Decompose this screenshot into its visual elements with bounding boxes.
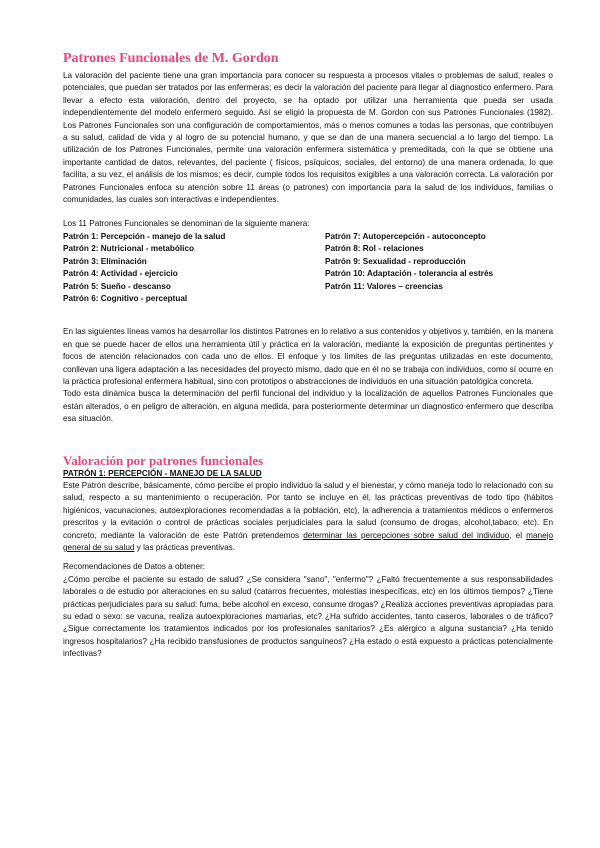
underlined-phrase: determinar las percepciones sobre salud del individuo	[303, 530, 510, 540]
pattern-item: Patrón 9: Sexualidad - reproducción	[325, 256, 466, 266]
text-run: , el	[509, 530, 527, 540]
pattern-item: Patrón 11: Valores – creencias	[325, 281, 443, 291]
section-title: Valoración por patrones funcionales	[63, 452, 264, 468]
pattern-item: Patrón 3: Eliminación	[63, 256, 147, 266]
development-paragraph: En las siguientes líneas vamos ha desarrollar los distintos Patrones en lo relativo a sus contenidos y objetivos y, también, en la manera en que se puede hacer de ellos una herramienta útil y práctica en la valoración, mediante la exposición de preguntas pertinentes y focos de atención relacionados con cada uno de ellos. El enfoque y los límites de las preguntas utilizadas en este documento, conllevan una ligera adaptación a las necesidades del proyecto mismo, dado que en él no se trabaja con individuos, como sí ocurre en la práctica profesional enfermera habitual, sino con prototipos o abstracciones de individuos en una situación patológica concreta.	[63, 327, 553, 386]
underlined-phrase: manejo general de su salud	[63, 530, 554, 552]
pattern-item: Patrón 2: Nutricional - metabólico	[63, 244, 195, 254]
text-run: Este Patrón describe, básicamente, cómo percibe el propio individuo la salud y el bienestar, y cómo maneja todo lo relacionado con su salud, respecto a su mantenimiento o recuperación. Por tanto se incluye en él, las prácticas preventivas de todo tipo (hábitos higiénicos, vacunaciones, autoexploraciones recomendadas a la población, etc), la adherencia a tratamientos médicos o enfermeros prescritos y la evitación o control de prácticas sociales perjudiciales para la salud (consumo de drogas, alcohol,tabaco, etc). En concreto, mediante la valoración de este Patrón pretendemos	[63, 480, 553, 540]
patterns-column-right	[325, 231, 553, 305]
document-title: Patrones Funcionales de M. Gordon	[63, 51, 279, 66]
intro-paragraph: La valoración del paciente tiene una gran importancia para conocer su respuesta a procesos vitales o problemas de salud, reales o potenciales, que puedan ser tratados por las enfermeras; es decir la valoración del paciente para llegar al diagnostico enfermero. Para llevar a efecto esta valoración, dentro del proyecto, se ha optado por utilizar una herramienta que pueda ser usada independientemente del modelo enfermero seguido. Así se eligió la propuesta de M. Gordon con sus Patrones Funcionales (1982). Los Patrones Funcionales son una configuración de comportamientos, más o menos comunes a todas las personas, que contribuyen a su salud, calidad de vida y al logro de su potencial humano, y que se dan de una manera secuencial a lo largo del tiempo. La utilización de los Patrones Funcionales, permite una valoración enfermera sistemática y premeditada, con la que se obtiene una importante cantidad de datos, relevantes, del paciente ( físicos, psíquicos, sociales, del entorno) de una manera ordenada, lo que facilita, a su vez, el análisis de los mismos; es decir, cumple todos los requisitos exigibles a una valoración correcta. La valoración por Patrones Funcionales enfoca su atención sobre 11 áreas (o patrones) con importancia para la salud de los individuos, familias o comunidades, las cuales son interactivas e independientes.	[63, 71, 553, 205]
pattern-item: Patrón 4: Actividad - ejercicio	[63, 269, 178, 279]
document-page	[63, 50, 553, 661]
pattern-1-description	[63, 480, 553, 554]
patterns-list	[63, 231, 553, 305]
pattern-item: Patrón 10: Adaptación - tolerancia al estrés	[325, 269, 494, 279]
text-run: y las prácticas preventivas.	[134, 543, 236, 552]
questions-paragraph: ¿Cómo percibe el paciente su estado de salud? ¿Se considera "sano", "enfermo"? ¿Faltó frecuentemente a sus responsabilidades laborales o de estudio por alteraciones en su salud (catarros frecuentes, molestias inespecíficas, etc) en los últimos tiempos? ¿Tiene prácticas perjudiciales para su salud: fuma, bebe alcohol en exceso, consume drogas? ¿Realiza acciones preventivas apropiadas para su edad o sexo: se vacuna, realiza autoexploraciones mamarias, etc? ¿Ha sufrido accidentes, tanto caseros, laborales o de tráfico? ¿Sigue correctamente los tratamientos indicados por los profesionales sanitarios? ¿Es alérgico a alguna sustancia? ¿Ha tenido ingresos hospitalarios? ¿Ha recibido transfusiones de productos sanguíneos? ¿Ha estado o está expuesto a prácticas potencialmente infectivas?	[63, 574, 553, 659]
pattern-item: Patrón 1: Percepción - manejo de la salud	[63, 231, 226, 241]
pattern-item: Patrón 6: Cognitivo - perceptual	[63, 293, 188, 303]
pattern-item: Patrón 8: Rol - relaciones	[325, 244, 424, 254]
patterns-list-intro: Los 11 Patrones Funcionales se denominan de la siguiente manera:	[63, 219, 310, 229]
recommendations-label: Recomendaciones de Datos a obtener:	[63, 562, 206, 572]
pattern-item: Patrón 7: Autopercepción - autoconcepto	[325, 231, 486, 241]
patterns-column-left	[63, 231, 325, 305]
pattern-item: Patrón 5: Sueño - descanso	[63, 281, 171, 291]
pattern-1-heading: PATRÓN 1: PERCEPCIÓN - MANEJO DE LA SALUD	[63, 468, 262, 478]
dynamics-paragraph: Todo esta dinámica busca la determinación del perfil funcional del individuo y la localización de aquellos Patrones Funcionales que están alterados, o en peligro de alteración, en alguna medida, para posteriormente determinar un diagnostico enfermero que describa esa situación.	[63, 389, 553, 424]
